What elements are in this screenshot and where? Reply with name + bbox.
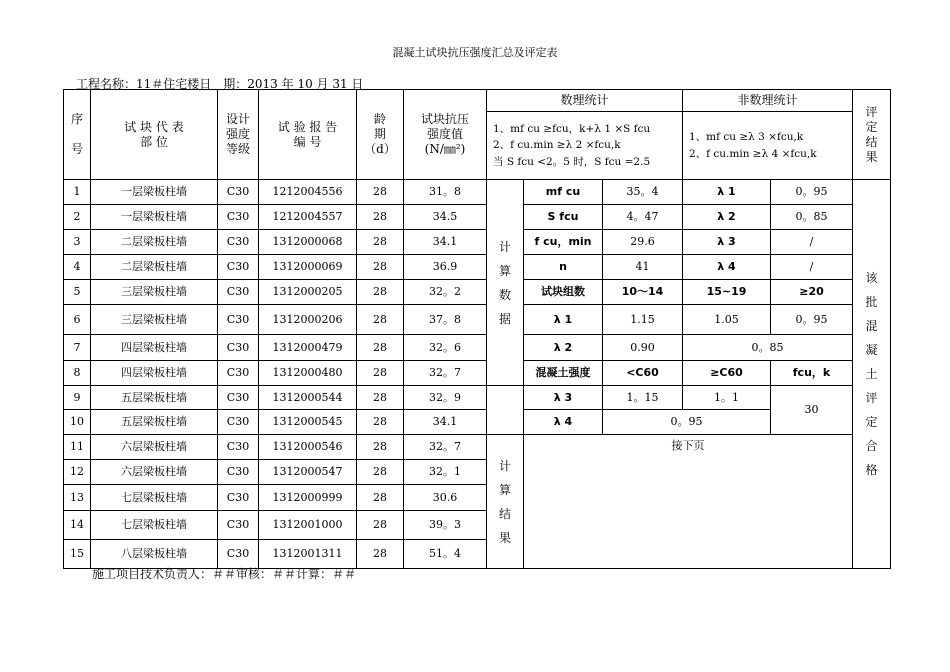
header-result xyxy=(853,90,891,180)
row-grade: C30 xyxy=(218,485,259,511)
row-age: 28 xyxy=(357,280,404,305)
row-no: 10 xyxy=(64,410,91,435)
calc-data-label xyxy=(487,180,524,386)
row-grade: C30 xyxy=(218,410,259,435)
row-grade: C30 xyxy=(218,305,259,335)
l2-bc: 0。85 xyxy=(683,335,853,361)
l3-a: 1。15 xyxy=(603,386,683,410)
row-no: 4 xyxy=(64,255,91,280)
row-strength: 32。6 xyxy=(404,335,487,361)
mfcu-label: mf cu xyxy=(524,180,603,205)
header-part xyxy=(91,90,218,180)
row-age: 28 xyxy=(357,435,404,460)
row-no: 12 xyxy=(64,460,91,485)
row-no: 13 xyxy=(64,485,91,511)
row-part: 六层梁板柱墙 xyxy=(91,460,218,485)
row-no: 8 xyxy=(64,361,91,386)
row-no: 7 xyxy=(64,335,91,361)
row-grade: C30 xyxy=(218,180,259,205)
row-report: 1212004556 xyxy=(259,180,357,205)
row-no: 14 xyxy=(64,511,91,540)
row-grade: C30 xyxy=(218,460,259,485)
row-report: 1312000546 xyxy=(259,435,357,460)
row-grade: C30 xyxy=(218,280,259,305)
row-age: 28 xyxy=(357,305,404,335)
n-value: 41 xyxy=(603,255,683,280)
row-report: 1312000480 xyxy=(259,361,357,386)
header-report-text: 试 验 报 告 编 号 xyxy=(277,119,338,149)
l1-b: 1.05 xyxy=(683,305,771,335)
blank-cell xyxy=(487,386,524,435)
row-report: 1312000205 xyxy=(259,280,357,305)
header-no xyxy=(64,90,91,180)
row-part: 七层梁板柱墙 xyxy=(91,485,218,511)
row-strength: 31。8 xyxy=(404,180,487,205)
row-grade: C30 xyxy=(218,335,259,361)
lambda2-label: λ 2 xyxy=(683,205,771,230)
row-age: 28 xyxy=(357,485,404,511)
row-report: 1312000069 xyxy=(259,255,357,280)
concrete-b: ≥C60 xyxy=(683,361,771,386)
continued-text: 接下页 xyxy=(671,439,705,452)
row-strength: 36.9 xyxy=(404,255,487,280)
row-strength: 32。2 xyxy=(404,280,487,305)
row-grade: C30 xyxy=(218,386,259,410)
row-age: 28 xyxy=(357,410,404,435)
row-strength: 30.6 xyxy=(404,485,487,511)
row-part: 一层梁板柱墙 xyxy=(91,180,218,205)
groups-a: 10～14 xyxy=(603,280,683,305)
stat-formula-text: 1、mf cu ≥fcu，k+λ 1 ×S fcu 2、f cu.min ≥λ 2 ×fcu,k 当 S fcu <2。5 时，S fcu =2.5 xyxy=(493,123,651,168)
sfcu-label: S fcu xyxy=(524,205,603,230)
calc-data-label-text: 计 算 数 据 xyxy=(498,239,511,326)
final-result-text: 该 批 混 凝 土 评 定 合 格 xyxy=(865,271,878,477)
project-line: 工程名称：11＃住宅楼日 期：2013 年 10 月 31 日 xyxy=(76,77,364,91)
concrete-label: 混凝土强度 xyxy=(524,361,603,386)
header-stat: 数理统计 xyxy=(487,90,683,112)
row-report: 1312000544 xyxy=(259,386,357,410)
row-part: 三层梁板柱墙 xyxy=(91,280,218,305)
row-grade: C30 xyxy=(218,255,259,280)
row-report: 1312001000 xyxy=(259,511,357,540)
row-age: 28 xyxy=(357,205,404,230)
l1-c: 0。95 xyxy=(771,305,853,335)
evaluation-table xyxy=(63,89,891,569)
row-strength: 32。1 xyxy=(404,460,487,485)
header-grade-text: 设计 强度 等级 xyxy=(225,112,250,156)
header-age xyxy=(357,90,404,180)
header-grade xyxy=(218,90,259,180)
header-strength xyxy=(404,90,487,180)
groups-b: 15~19 xyxy=(683,280,771,305)
sfcu-value: 4。47 xyxy=(603,205,683,230)
row-part: 五层梁板柱墙 xyxy=(91,386,218,410)
row-part: 三层梁板柱墙 xyxy=(91,305,218,335)
row-report: 1312000547 xyxy=(259,460,357,485)
row-strength: 51。4 xyxy=(404,540,487,569)
lambda4-value: / xyxy=(771,255,853,280)
row-report: 1312000999 xyxy=(259,485,357,511)
row-part: 四层梁板柱墙 xyxy=(91,335,218,361)
row-strength: 34.1 xyxy=(404,230,487,255)
row-no: 3 xyxy=(64,230,91,255)
l1-a: 1.15 xyxy=(603,305,683,335)
row-strength: 37。8 xyxy=(404,305,487,335)
lambda2-value: 0。85 xyxy=(771,205,853,230)
groups-c: ≥20 xyxy=(771,280,853,305)
continued-cell xyxy=(524,435,853,569)
row-no: 6 xyxy=(64,305,91,335)
row-part: 二层梁板柱墙 xyxy=(91,255,218,280)
l4-value: 0。95 xyxy=(603,410,771,435)
row-age: 28 xyxy=(357,460,404,485)
row-strength: 32。9 xyxy=(404,386,487,410)
row-grade: C30 xyxy=(218,540,259,569)
row-part: 一层梁板柱墙 xyxy=(91,205,218,230)
row-no: 2 xyxy=(64,205,91,230)
final-result xyxy=(853,180,891,569)
row-grade: C30 xyxy=(218,435,259,460)
row-part: 六层梁板柱墙 xyxy=(91,435,218,460)
row-part: 五层梁板柱墙 xyxy=(91,410,218,435)
row-part: 二层梁板柱墙 xyxy=(91,230,218,255)
row-report: 1312000068 xyxy=(259,230,357,255)
header-nonstat: 非数理统计 xyxy=(683,90,853,112)
row-no: 9 xyxy=(64,386,91,410)
row-no: 11 xyxy=(64,435,91,460)
row-strength: 32。7 xyxy=(404,361,487,386)
row-grade: C30 xyxy=(218,361,259,386)
l3-b: 1。1 xyxy=(683,386,771,410)
mfcu-value: 35。4 xyxy=(603,180,683,205)
row-no: 1 xyxy=(64,180,91,205)
row-report: 1312000206 xyxy=(259,305,357,335)
row-age: 28 xyxy=(357,255,404,280)
row-part: 七层梁板柱墙 xyxy=(91,511,218,540)
fcuk-value: 30 xyxy=(771,386,853,435)
lambda3-label: λ 3 xyxy=(683,230,771,255)
row-report: 1312001311 xyxy=(259,540,357,569)
row-strength: 39。3 xyxy=(404,511,487,540)
row-part: 四层梁板柱墙 xyxy=(91,361,218,386)
row-grade: C30 xyxy=(218,205,259,230)
row-age: 28 xyxy=(357,230,404,255)
row-age: 28 xyxy=(357,180,404,205)
row-age: 28 xyxy=(357,511,404,540)
nonstat-formula xyxy=(683,112,853,180)
header-part-text: 试 块 代 表 部 位 xyxy=(124,119,184,149)
l2-a: 0.90 xyxy=(603,335,683,361)
row-grade: C30 xyxy=(218,230,259,255)
header-age-text: 龄 期 （d） xyxy=(364,112,396,156)
n-label: n xyxy=(524,255,603,280)
row-age: 28 xyxy=(357,540,404,569)
row-age: 28 xyxy=(357,386,404,410)
row-strength: 32。7 xyxy=(404,435,487,460)
l1-label: λ 1 xyxy=(524,305,603,335)
row-no: 5 xyxy=(64,280,91,305)
stat-formula xyxy=(487,112,683,180)
calc-result-label xyxy=(487,435,524,569)
l2-label: λ 2 xyxy=(524,335,603,361)
l3-label: λ 3 xyxy=(524,386,603,410)
header-no-text: 序 号 xyxy=(70,112,83,156)
row-grade: C30 xyxy=(218,511,259,540)
row-age: 28 xyxy=(357,361,404,386)
concrete-a: <C60 xyxy=(603,361,683,386)
header-result-text: 评 定 结 果 xyxy=(865,104,878,164)
footer-signatures: 施工项目技术负责人：＃＃审核：＃＃计算：＃＃ xyxy=(92,567,357,581)
lambda4-label: λ 4 xyxy=(683,255,771,280)
row-report: 1312000545 xyxy=(259,410,357,435)
row-strength: 34.5 xyxy=(404,205,487,230)
row-report: 1312000479 xyxy=(259,335,357,361)
concrete-c: fcu，k xyxy=(771,361,853,386)
lambda1-label: λ 1 xyxy=(683,180,771,205)
lambda3-value: / xyxy=(771,230,853,255)
calc-result-label-text: 计 算 结 果 xyxy=(498,458,511,545)
lambda1-value: 0。95 xyxy=(771,180,853,205)
header-report xyxy=(259,90,357,180)
fcumin-label: f cu，min xyxy=(524,230,603,255)
row-strength: 34.1 xyxy=(404,410,487,435)
header-strength-text: 试块抗压 强度值 (N/㎜²) xyxy=(420,112,469,156)
row-report: 1212004557 xyxy=(259,205,357,230)
fcumin-value: 29.6 xyxy=(603,230,683,255)
row-age: 28 xyxy=(357,335,404,361)
row-part: 八层梁板柱墙 xyxy=(91,540,218,569)
nonstat-formula-text: 1、mf cu ≥λ 3 ×fcu,k 2、f cu.min ≥λ 4 ×fcu,k xyxy=(689,131,817,160)
l4-label: λ 4 xyxy=(524,410,603,435)
document-title: 混凝土试块抗压强度汇总及评定表 xyxy=(392,46,558,59)
row-no: 15 xyxy=(64,540,91,569)
groups-label: 试块组数 xyxy=(524,280,603,305)
